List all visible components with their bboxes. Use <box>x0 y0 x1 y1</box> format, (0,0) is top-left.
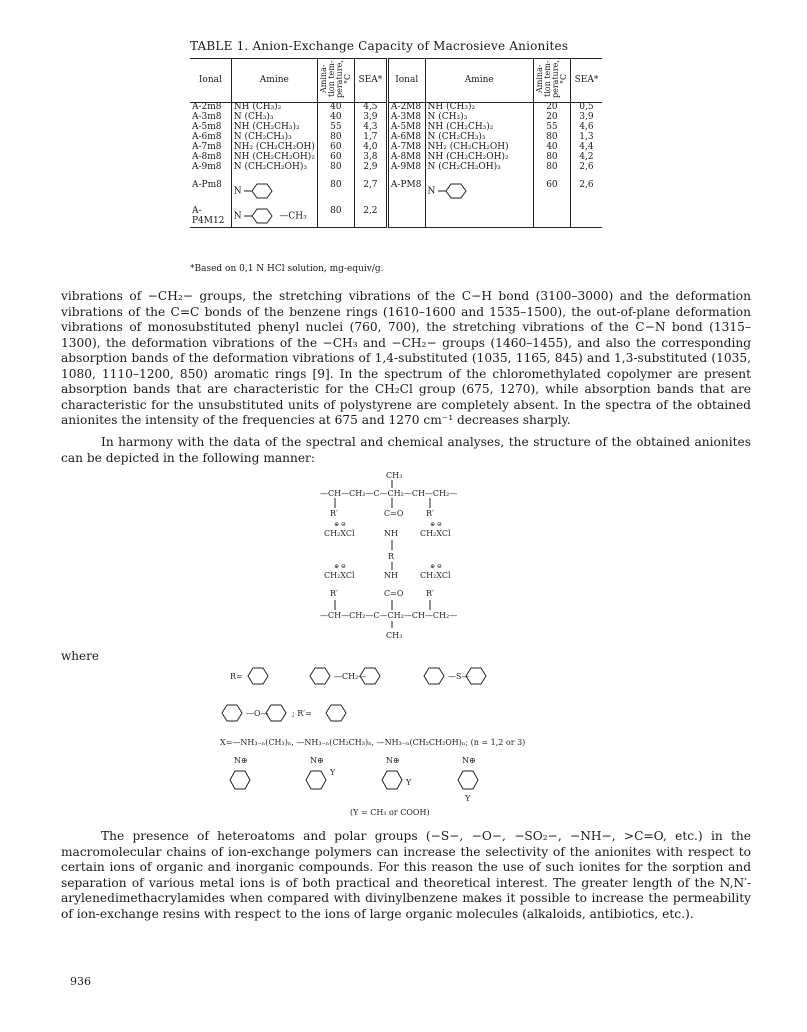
svg-text:—CH₂—: —CH₂— <box>334 672 367 681</box>
svg-text:Y: Y <box>406 778 412 787</box>
table-footnote: *Based on 0,1 N HCl solution, mg-equiv/g. <box>190 264 384 274</box>
col-amine-left: NH (CH₃)₂ N (CH₃)₃ NH (CH₂CH₃)₂ N (CH₂CH₃)₃ NH₂ (CH₂CH₂OH) NH (CH₂CH₂OH)₂ N (CH₂CH₂OH)₃ <box>231 103 317 182</box>
header-temp: Amina-tion tem-perature, °C <box>317 59 354 103</box>
svg-text:C=O: C=O <box>384 509 404 518</box>
svg-text:Y: Y <box>330 768 336 777</box>
header-sea-2: SEA* <box>570 59 602 103</box>
page-number: 936 <box>70 975 91 988</box>
pm8-ionite: A-Pm8 <box>190 181 231 207</box>
svg-text:—S—: —S— <box>448 672 470 681</box>
svg-text:—O—: —O— <box>246 709 269 718</box>
paragraph-heteroatoms: The presence of heteroatoms and polar groups (−S−, −O−, −SO₂−, −NH−, >C=O, etc.) in the macromolecular chains of ion-exchange polymers can increase the selectivity of the anionites with respect to certain ions of organic and inorganic compounds. For this reason the use of such ionites for the sorption and separation of various metal ions is of both practical and theoretical interest. The greater length of the N,N′-arylenedimethacrylamides when compared with divinylbenzene makes it possible to increase the permeability of ion-exchange resins with respect to the ions of large organic molecules (alkaloids, antibiotics, etc.). <box>61 829 751 921</box>
r-definition-row-1 <box>230 668 486 684</box>
svg-text:⊕ ⊖: ⊕ ⊖ <box>334 521 346 528</box>
header-ionite-2: Ional <box>387 59 425 103</box>
r-definition-row-2 <box>222 705 346 721</box>
svg-text:R′: R′ <box>426 589 434 598</box>
table-caption: TABLE 1. Anion-Exchange Capacity of Macrosieve Anionites <box>190 39 569 53</box>
col-sea-left: 4,5 3,9 4,3 1,7 4,0 3,8 2,9 <box>354 103 387 182</box>
svg-text:CH₂XCl: CH₂XCl <box>420 529 451 538</box>
header-amine-2: Amine <box>425 59 533 103</box>
svg-text:R′: R′ <box>426 509 434 518</box>
anion-exchange-table <box>190 58 602 228</box>
paragraph-structure-intro: In harmony with the data of the spectral and chemical analyses, the structure of the obtained anionites can be depicted in the following manner: <box>61 435 751 465</box>
svg-text:⊕ ⊖: ⊕ ⊖ <box>430 563 442 570</box>
y-definition: (Y = CH₃ or COOH) <box>350 808 430 817</box>
svg-text:NH: NH <box>384 571 398 580</box>
table-row-main <box>190 103 602 182</box>
p4m12-amine: N —CH₃ <box>231 207 317 228</box>
svg-text:N⊕: N⊕ <box>310 756 324 765</box>
svg-text:—CH—CH₂—C—CH₂—CH—CH₂—: —CH—CH₂—C—CH₂—CH—CH₂— <box>320 611 458 620</box>
x-definition: X=—NH₃₋ₙ(CH₃)ₙ, —NH₃₋ₙ(CH₂CH₃)ₙ, —NH₃₋ₙ(CH₂CH₂OH)ₙ; (n = 1,2 or 3) <box>220 738 526 747</box>
pm8-amine: N <box>231 181 317 207</box>
col-amine-right: NH (CH₃)₂ N (CH₃)₃ NH (CH₂CH₃)₂ N (CH₂CH₃)₃ NH₂ (CH₂CH₂OH) NH (CH₂CH₂OH)₂ N (CH₂CH₂OH)₃ <box>425 103 533 182</box>
svg-text:Y: Y <box>465 794 471 803</box>
svg-text:CH₂XCl: CH₂XCl <box>324 571 355 580</box>
svg-text:NH: NH <box>384 529 398 538</box>
svg-text:C=O: C=O <box>384 589 404 598</box>
col-temp-right: 20 20 55 80 40 80 80 <box>533 103 570 182</box>
col-ionite-right: A-2M8 A-3M8 A-5M8 A-6M8 A-7M8 A-8M8 A-9M8 <box>387 103 425 182</box>
svg-text:CH₂XCl: CH₂XCl <box>324 529 355 538</box>
anionite-structure-scheme <box>320 470 540 645</box>
svg-text:CH₃: CH₃ <box>386 471 403 480</box>
table-row-pm8: A-Pm8 N 80 2,7 A-PM8 N 60 2,6 <box>190 181 602 207</box>
header-ionite: Ional <box>190 59 231 103</box>
svg-text:; R′=: ; R′= <box>292 709 312 718</box>
svg-text:R: R <box>388 552 395 561</box>
svg-text:R=: R= <box>230 672 243 681</box>
table-header-row <box>190 59 602 103</box>
substituent-definitions <box>200 655 620 825</box>
col-ionite-left: A-2m8 A-3m8 A-5m8 A-6m8 A-7m8 A-8m8 A-9m8 <box>190 103 231 182</box>
svg-text:N⊕: N⊕ <box>386 756 400 765</box>
pyridine-ring-icon <box>244 181 276 201</box>
svg-text:CH₃: CH₃ <box>386 631 403 640</box>
where-label: where <box>61 649 99 663</box>
svg-text:R′: R′ <box>330 589 338 598</box>
svg-text:R′: R′ <box>330 509 338 518</box>
table-row-p4m12: A-P4M12 N —CH₃ 80 2,2 <box>190 207 602 228</box>
header-amine: Amine <box>231 59 317 103</box>
svg-text:N⊕: N⊕ <box>234 756 248 765</box>
svg-text:⊕ ⊖: ⊕ ⊖ <box>430 521 442 528</box>
svg-text:CH₂XCl: CH₂XCl <box>420 571 451 580</box>
svg-text:—CH—CH₂—C—CH₂—CH—CH₂—: —CH—CH₂—C—CH₂—CH—CH₂— <box>320 489 458 498</box>
col-sea-right: 0,5 3,9 4,6 1,3 4,4 4,2 2,6 <box>579 102 594 173</box>
header-sea: SEA* <box>354 59 387 103</box>
pyridinium-rings <box>230 756 478 803</box>
svg-text:N⊕: N⊕ <box>462 756 476 765</box>
pyridine-ring-icon <box>438 181 470 201</box>
col-temp-left: 40 40 55 80 60 60 80 <box>317 103 354 182</box>
paragraph-ir-spectra: vibrations of −CH₂− groups, the stretching vibrations of the C−H bond (3100–3000) and the deformation vibrations of the C=C bonds of the benzene rings (1610–1600 and 1535–1500), the out-of-plane deformation vibrations of monosubstituted phenyl nuclei (760, 700), the stretching vibrations of the C−N bond (1315–1300), the deformation vibrations of the −CH₃ and −CH₂− groups (1460–1455), and also the corresponding absorption bands of the deformation vibrations of 1,4-substituted (1035, 1165, 845) and 1,3-substituted (1035, 1080, 1110–1200, 850) aromatic rings [9]. In the spectrum of the chloromethylated copolymer are present absorption bands that are characteristic for the CH₂Cl group (675, 1270), while absorption bands that are characteristic for the unsubstituted units of polystyrene are completely absent. In the spectra of the obtained anionites the intensity of the frequencies at 675 and 1270 cm⁻¹ decreases sharply. <box>61 289 751 427</box>
header-temp-2: Amina-tion tem-perature, °C <box>533 59 570 103</box>
svg-text:⊕ ⊖: ⊕ ⊖ <box>334 563 346 570</box>
methylpyridine-ring-icon <box>244 207 276 225</box>
pm8-amine-right: N <box>425 181 533 207</box>
